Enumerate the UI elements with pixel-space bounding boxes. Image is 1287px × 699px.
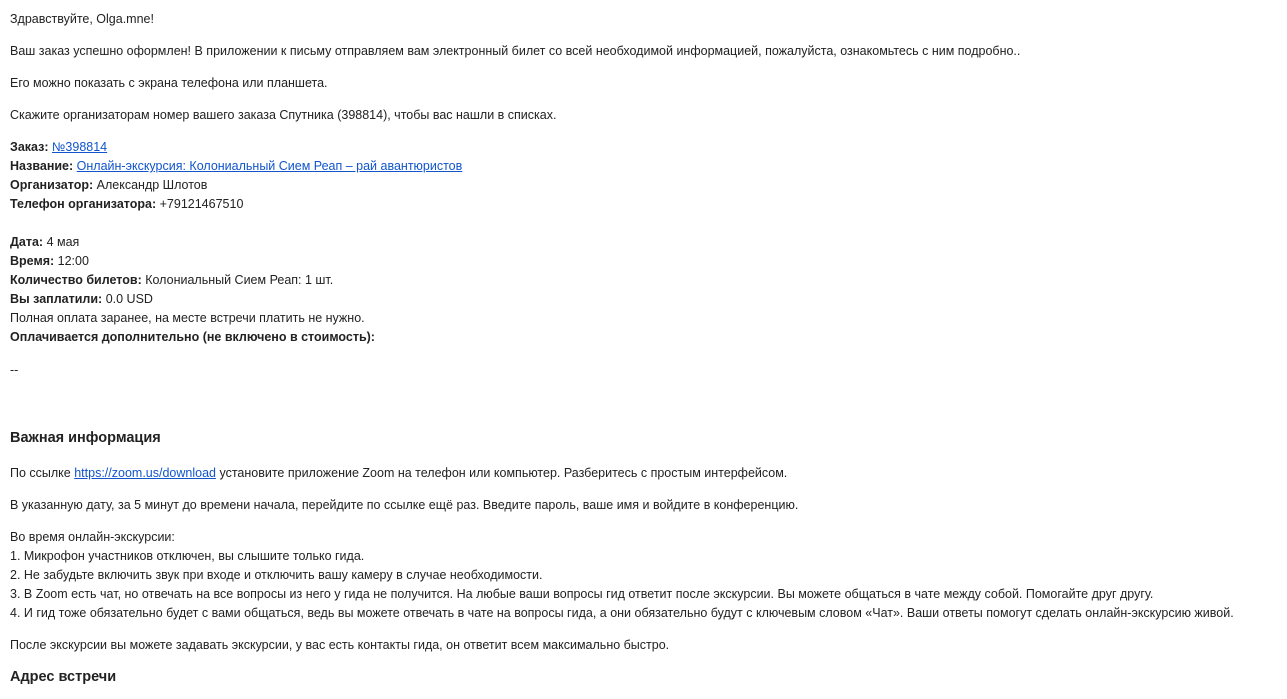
- separator-text: --: [10, 363, 19, 377]
- organizer-phone-label: Телефон организатора:: [10, 197, 157, 211]
- extra-costs-row: [10, 328, 1287, 347]
- rule-item: 3. В Zoom есть чат, но отвечать на все вопросы из него у гида не получится. На любые ваши вопросы гид ответит после экскурсии. Вы можете общаться в чате между собой. Помогайте друг другу.: [10, 587, 1154, 601]
- organizer-phone-value: +79121467510: [159, 197, 244, 211]
- paid-value: 0.0 USD: [105, 292, 153, 306]
- order-number-label: Заказ:: [10, 140, 49, 154]
- organizer-label: Организатор:: [10, 178, 94, 192]
- extra-costs-label: Оплачивается дополнительно (не включено в стоимость):: [10, 330, 375, 344]
- paid-row: [10, 290, 1287, 309]
- organizer-phone-row: [10, 195, 1287, 214]
- zoom-download-link[interactable]: https://zoom.us/download: [74, 466, 216, 480]
- rule-item: 2. Не забудьте включить звук при входе и отключить вашу камеру в случае необходимости.: [10, 568, 543, 582]
- join-paragraph: В указанную дату, за 5 минут до времени начала, перейдите по ссылке ещё раз. Введите пароль, ваше имя и войдите в конференцию.: [10, 498, 799, 512]
- order-info: [10, 138, 1287, 347]
- time-value: 12:00: [57, 254, 89, 268]
- greeting-text: Здравствуйте, Olga.mne!: [10, 12, 154, 26]
- zoom-install-suffix: установите приложение Zoom на телефон или компьютер. Разберитесь с простым интерфейсом.: [219, 466, 788, 480]
- tickets-label: Количество билетов:: [10, 273, 142, 287]
- blank-line: [10, 214, 1287, 233]
- rules-title: Во время онлайн-экскурсии:: [10, 530, 175, 544]
- zoom-install-prefix: По ссылке: [10, 466, 71, 480]
- order-number-link[interactable]: №398814: [52, 140, 108, 154]
- time-label: Время:: [10, 254, 55, 268]
- intro-paragraph-1: Ваш заказ успешно оформлен! В приложении к письму отправляем вам электронный билет со всей необходимой информацией, пожалуйста, ознакомьтесь с ним подробно..: [10, 44, 1021, 58]
- payment-note: Полная оплата заранее, на месте встречи платить не нужно.: [10, 311, 365, 325]
- intro-paragraph-3: Скажите организаторам номер вашего заказа Спутника (398814), чтобы вас нашли в списках.: [10, 108, 557, 122]
- paid-label: Вы заплатили:: [10, 292, 103, 306]
- tickets-value: Колониальный Сием Реап: 1 шт.: [145, 273, 334, 287]
- organizer-row: [10, 176, 1287, 195]
- tickets-row: [10, 271, 1287, 290]
- date-row: [10, 233, 1287, 252]
- order-number-row: [10, 138, 1287, 157]
- rule-item: 1. Микрофон участников отключен, вы слышите только гида.: [10, 549, 365, 563]
- important-info-heading: Важная информация: [10, 430, 161, 446]
- zoom-install-paragraph: [10, 464, 1287, 483]
- date-label: Дата:: [10, 235, 44, 249]
- after-tour-paragraph: После экскурсии вы можете задавать экскурсии, у вас есть контакты гида, он ответит всем максимально быстро.: [10, 638, 670, 652]
- rules-block: [10, 528, 1287, 623]
- time-row: [10, 252, 1287, 271]
- tour-name-label: Название:: [10, 159, 74, 173]
- date-value: 4 мая: [46, 235, 80, 249]
- rule-item: 4. И гид тоже обязательно будет с вами общаться, ведь вы можете отвечать в чате на вопросы гида, а они обязательно будут с ключевым словом «Чат». Ваши ответы помогут сделать онлайн-экскурсию живой.: [10, 606, 1234, 620]
- intro-paragraph-2: Его можно показать с экрана телефона или планшета.: [10, 76, 328, 90]
- meeting-address-heading: Адрес встречи: [10, 669, 117, 685]
- tour-name-link[interactable]: Онлайн-экскурсия: Колониальный Сием Реап – рай авантюристов: [76, 159, 463, 173]
- tour-name-row: [10, 157, 1287, 176]
- organizer-value: Александр Шлотов: [96, 178, 208, 192]
